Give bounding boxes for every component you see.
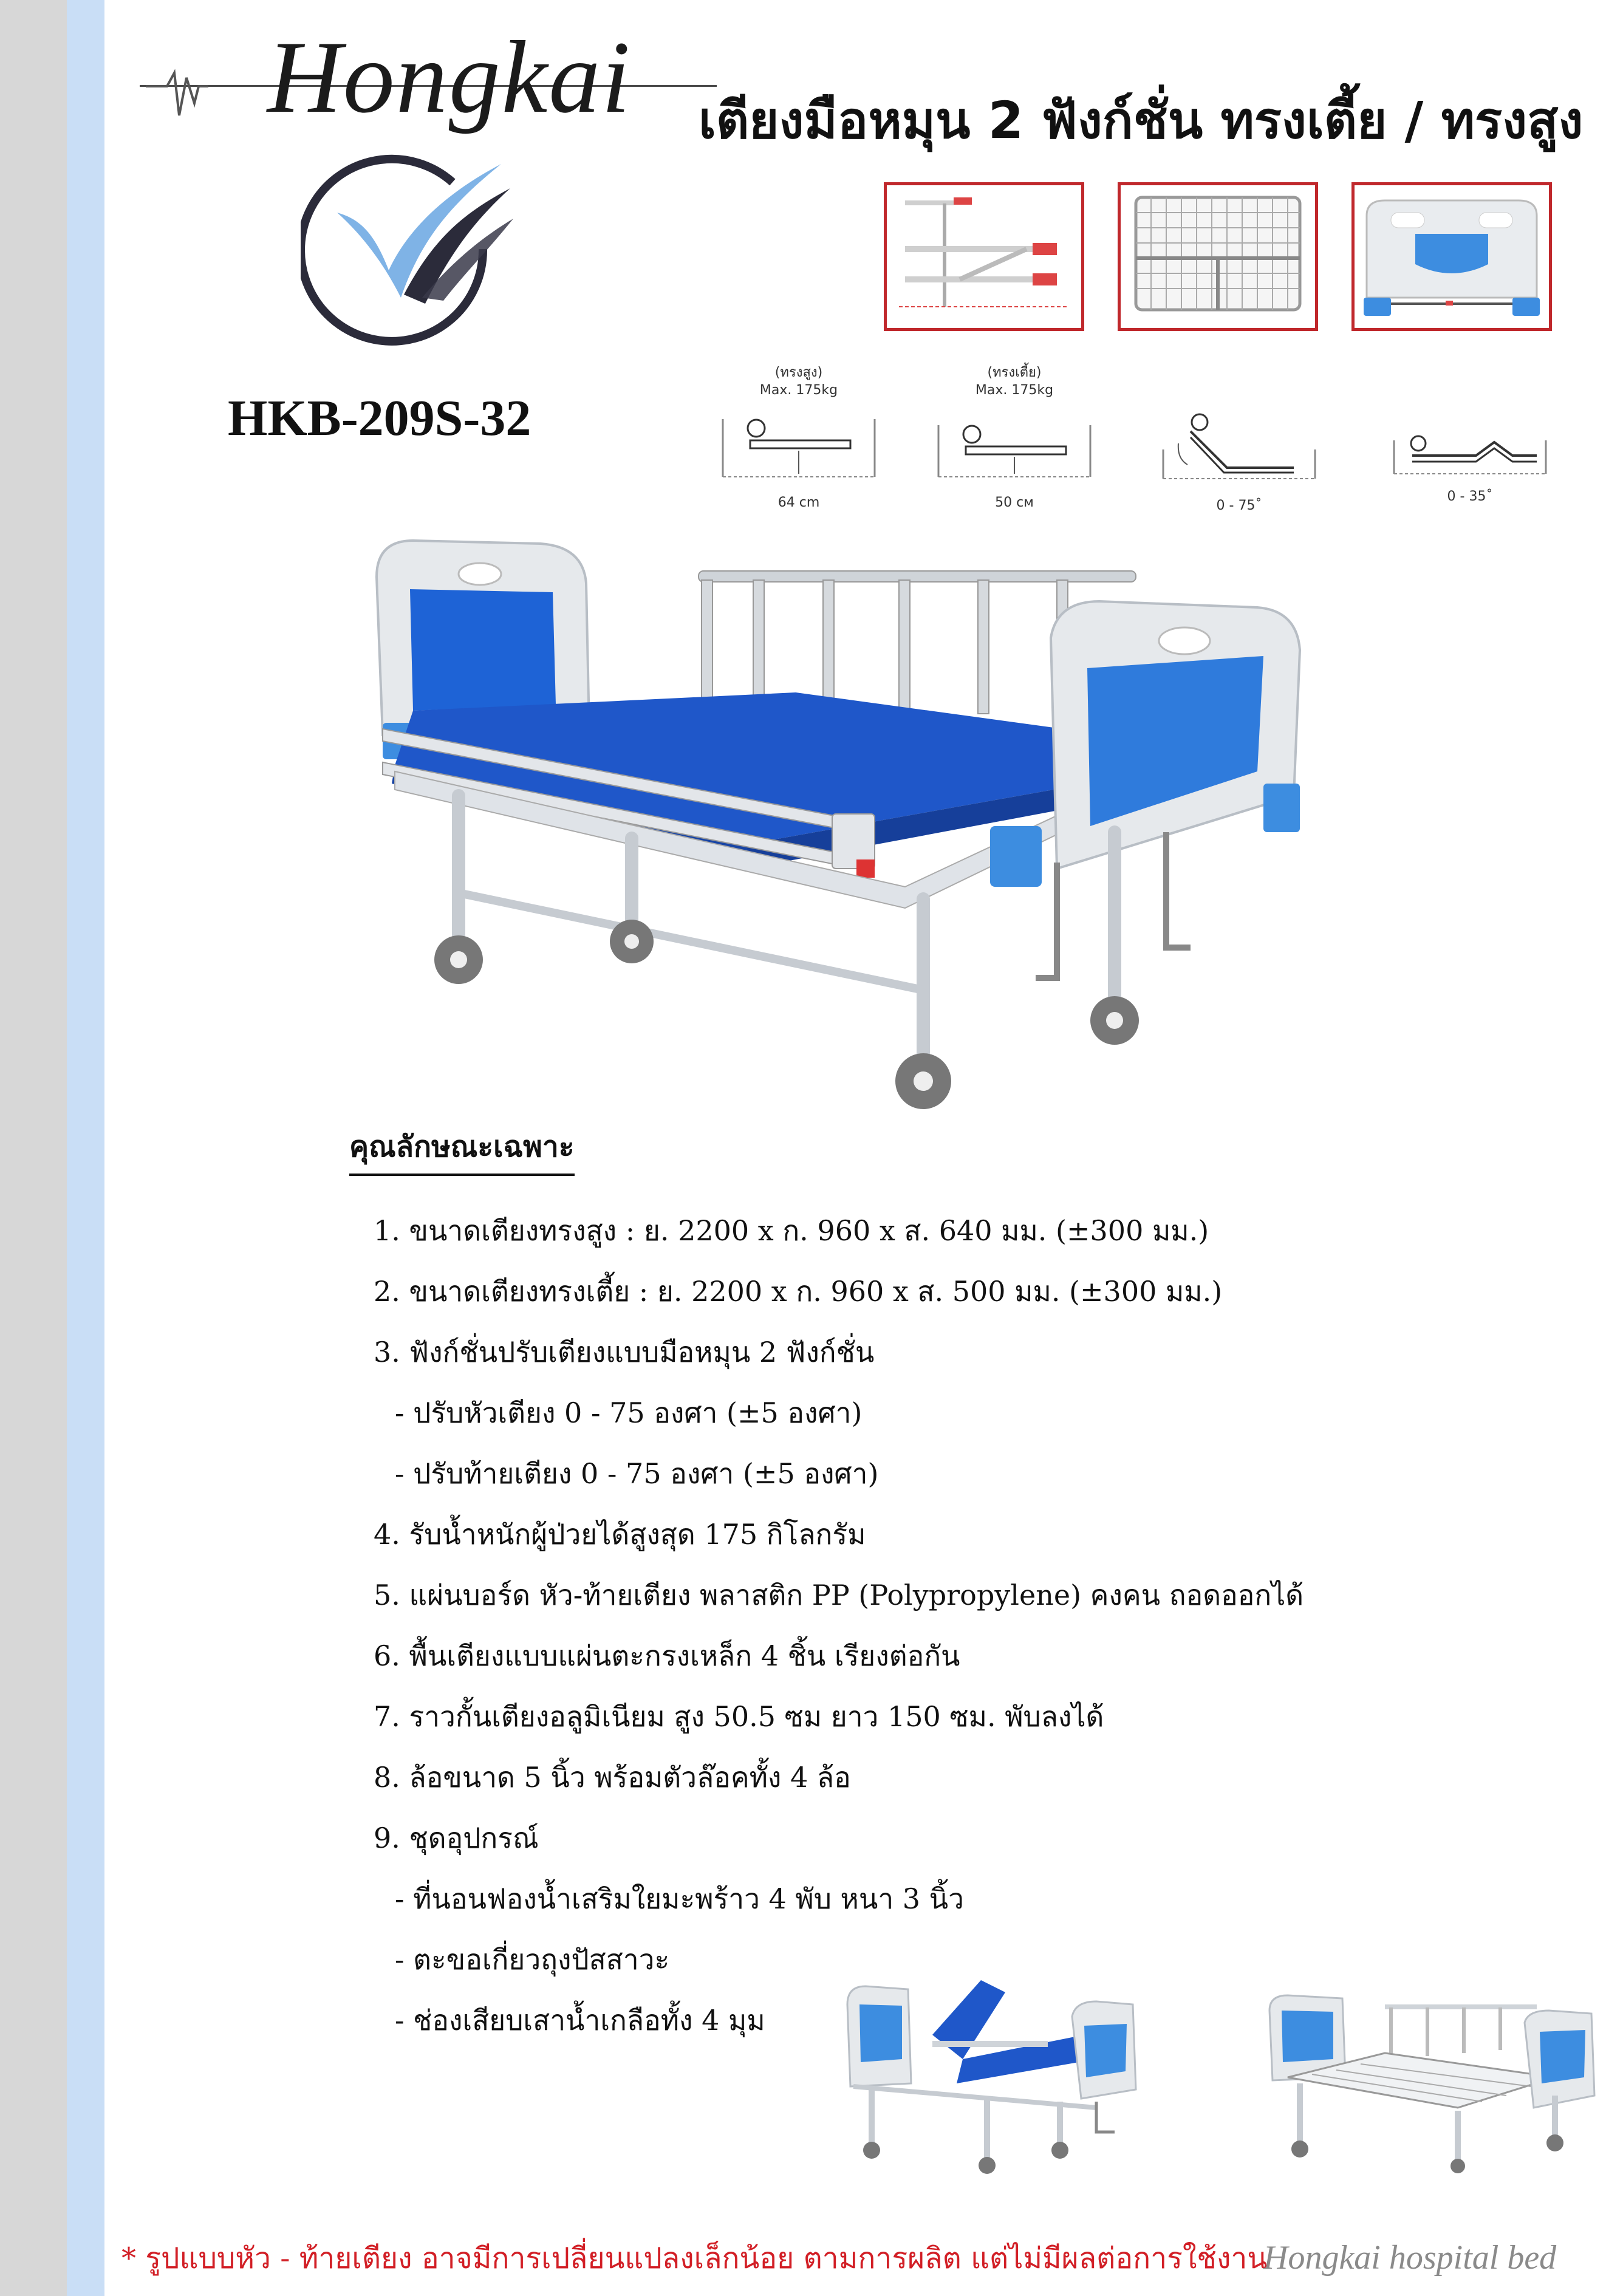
spec-subitem: - ปรับหัวเตียง 0 - 75 องศา (±5 องศา): [395, 1396, 863, 1429]
spec-section: [349, 1124, 1321, 2051]
left-blue-strip: [67, 0, 104, 2296]
position-high: [702, 358, 896, 516]
position-high-capacity: Max. 175kg: [759, 383, 838, 398]
spec-item: 2. ขนาดเตียงทรงเตี้ย : ย. 2200 x ก. 960 x ส. 500 มม. (±300 มม.): [374, 1275, 1223, 1308]
spec-subitem: - ปรับท้ายเตียง 0 - 75 องศา (±5 องศา): [395, 1457, 879, 1490]
position-head-up: [1142, 358, 1336, 516]
position-head-up-measure: 0 - 75˚: [1216, 498, 1262, 513]
position-low-label: (ทรงเตี้ย): [987, 365, 1042, 380]
position-low-measure: 50 cм: [995, 495, 1034, 510]
model-number: HKB-209S-32: [228, 390, 531, 446]
spec-item: 4. รับน้ำหนักผู้ป่วยได้สูงสุด 175 กิโลกรัม: [374, 1518, 866, 1551]
bed-high-icon: [714, 407, 884, 486]
position-low: [917, 358, 1112, 516]
position-knee-up: [1373, 358, 1567, 516]
spec-item: 8. ล้อขนาด 5 นิ้ว พร้อมตัวล๊อคทั้ง 4 ล้อ: [374, 1761, 851, 1794]
position-knee-up-measure: 0 - 35˚: [1447, 489, 1493, 504]
position-high-label: (ทรงสูง): [774, 365, 823, 380]
spec-subitem: - ช่องเสียบเสาน้ำเกลือทั้ง 4 มุม: [395, 2004, 765, 2037]
spec-item: 3. ฟังก์ชั่นปรับเตียงแบบมือหมุน 2 ฟังก์ชั่น: [374, 1336, 875, 1368]
brand-name: Hongkai: [267, 20, 632, 134]
footnote: * รูปแบบหัว - ท้ายเตียง อาจมีการเปลี่ยนแปลงเล็กน้อย ตามการผลิต แต่ไม่มีผลต่อการใช้งาน: [121, 2241, 1268, 2275]
headboard-icon: [1355, 185, 1549, 328]
spec-item: 5. แผ่นบอร์ด หัว-ท้ายเตียง พลาสติก PP (Polypropylene) คงคน ถอดออกได้: [374, 1579, 1304, 1611]
bed-low-icon: [929, 407, 1099, 486]
product-title: เตียงมือหมุน 2 ฟังก์ชั่น ทรงเตี้ย / ทรงสูง: [699, 91, 1584, 150]
grid-platform-icon: [1121, 185, 1315, 328]
spec-subitem: - ที่นอนฟองน้ำเสริมใยมะพร้าว 4 พับ หนา 3 นิ้ว: [395, 1882, 964, 1915]
checkmark-logo-icon: [301, 146, 519, 364]
mechanism-icon: [887, 185, 1081, 328]
bed-head-up-icon: [1154, 407, 1324, 486]
spec-item: 1. ขนาดเตียงทรงสูง : ย. 2200 x ก. 960 x ส. 640 มม. (±300 มม.): [374, 1214, 1209, 1247]
main-bed-image: [358, 528, 1306, 1142]
brand-squiggle-icon: [143, 67, 210, 134]
thumb-grid-platform: [1118, 182, 1318, 331]
spec-subitem: - ตะขอเกี่ยวถุงปัสสาวะ: [395, 1943, 670, 1976]
thumb-mechanism: [884, 182, 1084, 331]
signature: Hongkai hospital bed: [1263, 2239, 1557, 2277]
thumb-headboard: [1351, 182, 1552, 331]
position-low-capacity: Max. 175kg: [975, 383, 1054, 398]
spec-item: 7. ราวกั้นเตียงอลูมิเนียม สูง 50.5 ซม ยาว 150 ซม. พับลงได้: [374, 1700, 1104, 1733]
bed-flat-grid-image: [1263, 1986, 1604, 2175]
spec-item: 6. พื้นเตียงแบบแผ่นตะกรงเหล็ก 4 ชิ้น เรียงต่อกัน: [374, 1639, 960, 1672]
spec-heading: คุณลักษณะเฉพาะ: [349, 1124, 575, 1176]
spec-item: 9. ชุดอุปกรณ์: [374, 1822, 539, 1854]
bed-head-raised-image: [841, 1968, 1145, 2175]
position-high-measure: 64 cm: [777, 495, 820, 510]
left-gray-strip: [0, 0, 67, 2296]
bed-knee-up-icon: [1385, 407, 1555, 486]
